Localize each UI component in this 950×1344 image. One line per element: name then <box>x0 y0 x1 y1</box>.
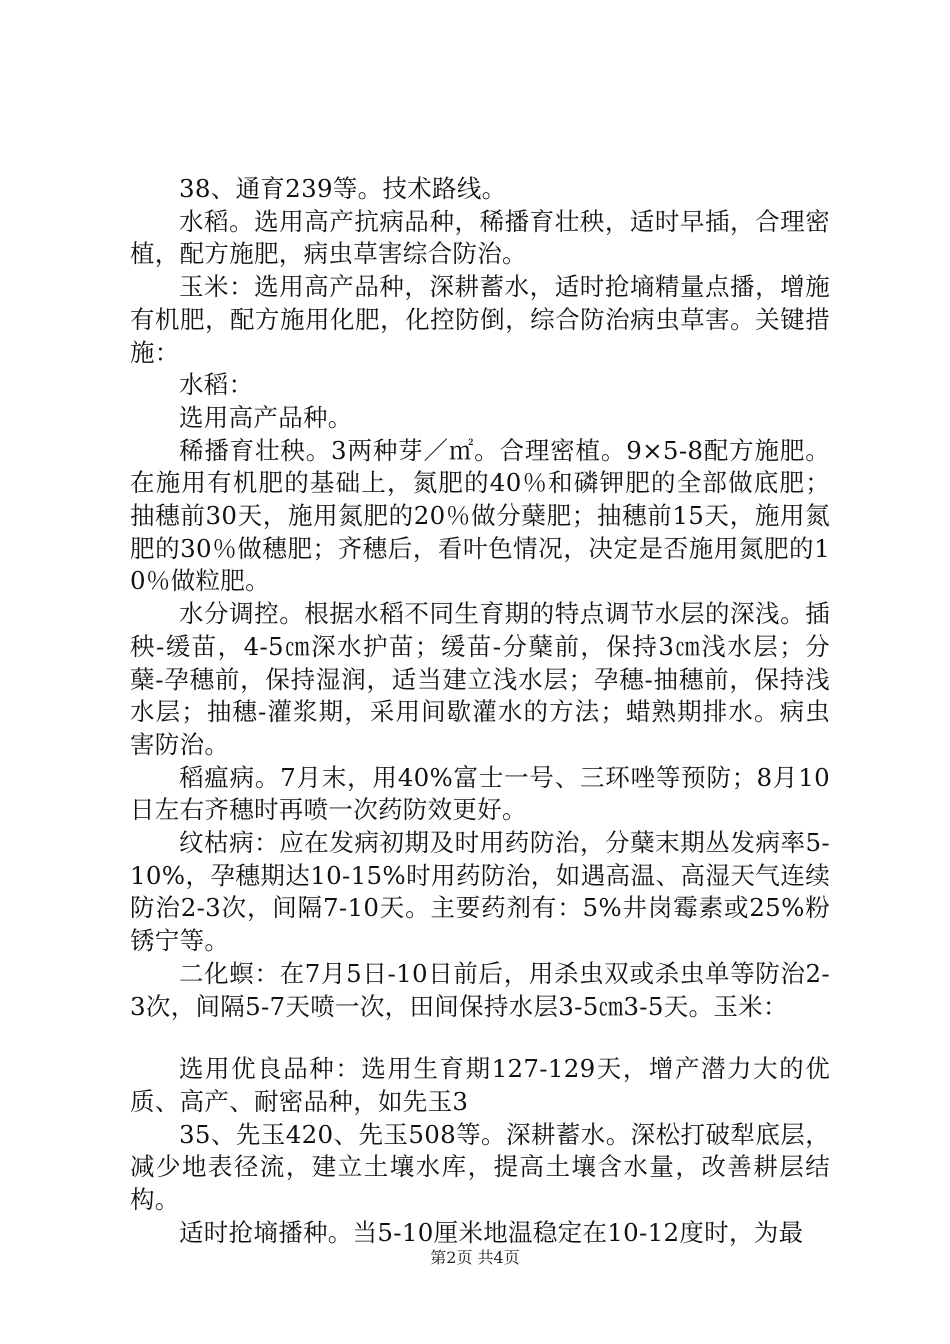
paragraph-3: 玉米：选用高产品种，深耕蓄水，适时抢墒精量点播，增施有机肥，配方施用化肥，化控防倒，综合防治病虫草害。关键措施： <box>130 272 830 367</box>
paragraph-8: 稻瘟病。7月末，用40%富士一号、三环唑等预防；8月10日左右齐穗时再喷一次药防效更好。 <box>130 762 830 825</box>
page-number-label: 第2页 共4页 <box>430 1248 520 1267</box>
paragraph-6: 稀播育壮秧。3两种芽／㎡。合理密植。9×5-8配方施肥。在施用有机肥的基础上，氮肥的40％和磷钾肥的全部做底肥；抽穗前30天，施用氮肥的20％做分蘖肥；抽穗前15天，施用氮肥的30％做穗肥；齐穗后，看叶色情况，决定是否施用氮肥的10％做粒肥。 <box>130 435 830 596</box>
paragraph-13: 适时抢墒播种。当5-10厘米地温稳定在10-12度时，为最 <box>179 1217 804 1247</box>
paragraph-12: 35、先玉420、先玉508等。深耕蓄水。深松打破犁底层，减少地表径流，建立土壤水库，提高土壤含水量，改善耕层结构。 <box>130 1119 830 1215</box>
paragraph-1: 38、通育239等。技术路线。 <box>179 174 507 203</box>
paragraph-2: 水稻。选用高产抗病品种，稀播育壮秧，适时早插，合理密植，配方施肥，病虫草害综合防治。 <box>130 206 830 269</box>
paragraph-7: 水分调控。根据水稻不同生育期的特点调节水层的深浅。插秧-缓苗，4-5㎝深水护苗；缓苗-分蘖前，保持3㎝浅水层；分蘖-孕穗前，保持湿润，适当建立浅水层；孕穗-抽穗前，保持浅水层；抽穗-灌浆期，采用间歇灌水的方法；蜡熟期排水。病虫害防治。 <box>130 599 830 759</box>
paragraph-10: 二化螟：在7月5日-10日前后，用杀虫双或杀虫单等防治2-3次，间隔5-7天喷一次，田间保持水层3-5㎝3-5天。玉米： <box>130 958 830 1021</box>
document-body <box>130 173 830 1250</box>
paragraph-4: 水稻： <box>179 370 254 400</box>
paragraph-9: 纹枯病：应在发病初期及时用药防治，分蘖末期丛发病率5-10%，孕穗期达10-15%时用药防治，如遇高温、高湿天气连续防治2-3次，间隔7-10天。主要药剂有：5%井岗霉素或25%粉锈宁等。 <box>130 828 830 956</box>
page-footer <box>0 1245 950 1268</box>
paragraph-11: 选用优良品种：选用生育期127-129天，增产潜力大的优质、高产、耐密品种，如先玉3 <box>130 1054 830 1116</box>
paragraph-5: 选用高产品种。 <box>179 402 353 432</box>
